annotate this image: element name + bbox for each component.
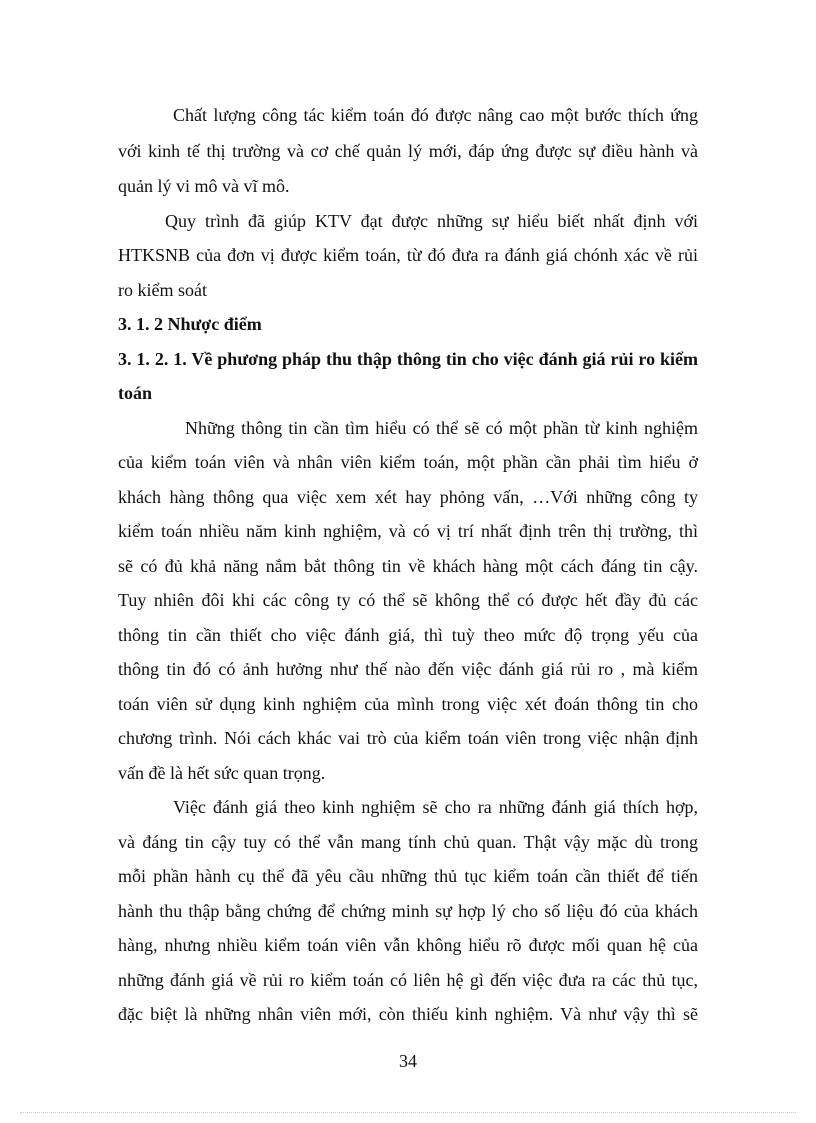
paragraph-4-line-7: đặc biệt là những nhân viên mới, còn thiếu kinh nghiệm. Và như vậy thì sẽ [118,1004,698,1024]
paragraph-2-line-1: Quy trình đã giúp KTV đạt được những sự hiểu biết nhất định với [165,211,698,231]
subsection-heading-line-2: toán [118,383,153,403]
paragraph-3-line-2: của kiểm toán viên và nhân viên kiểm toán, một phần cần phải tìm hiểu ở [118,452,698,472]
paragraph-1-line-3: quản lý vi mô và vĩ mô. [118,176,290,196]
paragraph-2-line-3: ro kiểm soát [118,280,207,300]
subsection-heading-line-1: 3. 1. 2. 1. Về phương pháp thu thập thông tin cho việc đánh giá rủi ro kiểm [118,349,698,369]
section-heading: 3. 1. 2 Nhược điểm [118,314,262,334]
paragraph-4-line-6: những đánh giá về rủi ro kiểm toán có liên hệ gì đến việc đưa ra các thủ tục, [118,970,698,990]
paragraph-3-line-4: kiểm toán nhiều năm kinh nghiệm, và có vị trí nhất định trên thị trường, thì [118,521,698,541]
paragraph-3-line-5: sẽ có đủ khả năng nắm bắt thông tin về khách hàng một cách đáng tin cậy. [118,556,698,576]
paragraph-2-line-2: HTKSNB của đơn vị được kiểm toán, từ đó đưa ra đánh giá chónh xác về rủi [118,245,698,265]
paragraph-4-line-1: Việc đánh giá theo kinh nghiệm sẽ cho ra những đánh giá thích hợp, [173,797,698,817]
paragraph-3-line-9: toán viên sử dụng kinh nghiệm của mình trong việc xét đoán thông tin cho [118,694,698,714]
paragraph-3-line-8: thông tin đó có ảnh hưởng như thế nào đến việc đánh giá rủi ro , mà kiểm [118,659,698,679]
paragraph-3-line-11: vấn đề là hết sức quan trọng. [118,763,326,783]
paragraph-4-line-5: hàng, nhưng nhiều kiểm toán viên vẫn không hiểu rõ được mối quan hệ của [118,935,698,955]
paragraph-4-line-4: hành thu thập bằng chứng để chứng minh sự hợp lý cho số liệu đó của khách [118,901,698,921]
paragraph-3-line-1: Những thông tin cần tìm hiểu có thể sẽ có một phần từ kinh nghiệm [185,418,698,438]
paragraph-1-line-1: Chất lượng công tác kiểm toán đó được nâng cao một bước thích ứng [173,105,698,125]
paragraph-3-line-10: chương trình. Nói cách khác vai trò của kiểm toán viên trong việc nhận định [118,728,698,748]
paragraph-3-line-3: khách hàng thông qua việc xem xét hay phỏng vấn, …Với những công ty [118,487,698,507]
page-bottom-border [20,1112,796,1113]
paragraph-3-line-7: thông tin cần thiết cho việc đánh giá, thì tuỳ theo mức độ trọng yếu của [118,625,698,645]
paragraph-4-line-3: mỗi phần hành cụ thể đã yêu cầu những thủ tục kiểm toán cần thiết để tiến [118,866,698,886]
paragraph-3-line-6: Tuy nhiên đôi khi các công ty có thể sẽ không thể có được hết đầy đủ các [118,590,698,610]
page-number: 34 [399,1051,417,1071]
paragraph-4-line-2: và đáng tin cậy tuy có thể vẫn mang tính chủ quan. Thật vậy mặc dù trong [118,832,698,852]
paragraph-1-line-2: với kinh tế thị trường và cơ chế quản lý mới, đáp ứng được sự điều hành và [118,141,698,161]
